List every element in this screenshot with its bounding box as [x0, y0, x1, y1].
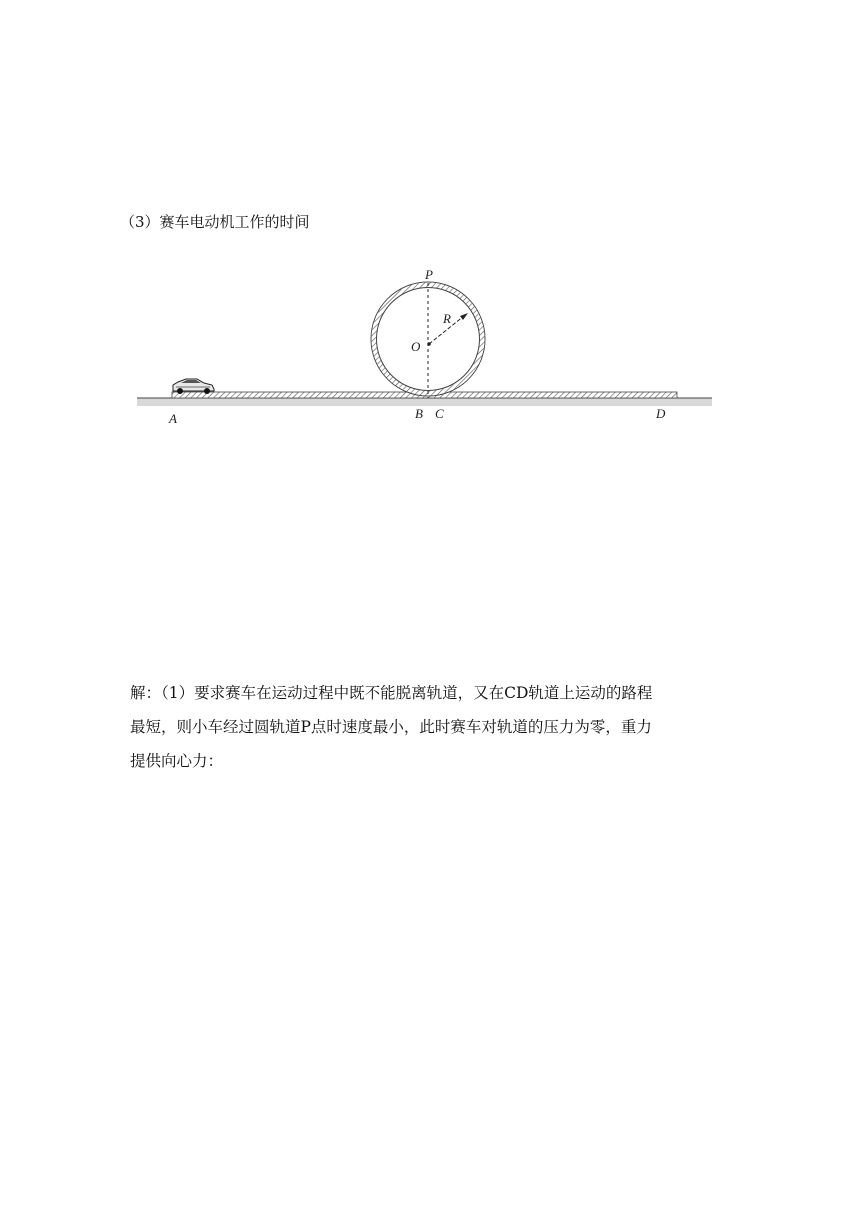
- label-A: A: [169, 411, 177, 426]
- solution-line: 解：（1）要求赛车在运动过程中既不能脱离轨道，又在CD轨道上运动的路程: [130, 684, 653, 702]
- label-O: O: [411, 339, 421, 354]
- label-B: B: [415, 406, 423, 421]
- ground-line: [137, 398, 712, 406]
- solution-line: 最短，则小车经过圆轨道P点时速度最小，此时赛车对轨道的压力为零，重力: [130, 718, 652, 736]
- label-C: C: [435, 406, 444, 421]
- solution-paragraph: [130, 676, 730, 778]
- label-R: R: [443, 311, 451, 326]
- question-text: （3）赛车电动机工作的时间: [120, 213, 310, 231]
- track-diagram: [0, 0, 860, 440]
- label-P: P: [425, 267, 433, 282]
- label-D: D: [656, 406, 666, 421]
- solution-line: 提供向心力：: [130, 752, 224, 770]
